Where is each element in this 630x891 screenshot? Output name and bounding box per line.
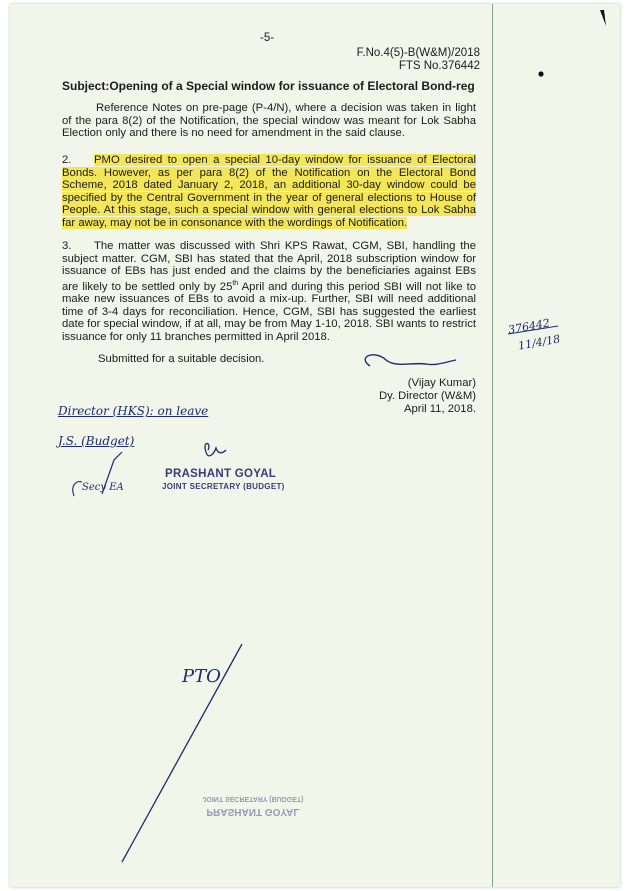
signature-block <box>340 377 476 416</box>
signatory-designation: Dy. Director (W&M) <box>378 390 476 402</box>
subject-line: Subject:Opening of a Special window for issuance of Electoral Bond-reg <box>62 79 475 93</box>
secy-note: Secy EA <box>82 482 124 493</box>
js-note: J.S. (Budget) <box>58 434 135 448</box>
bleed-through-title: JOINT SECRETARY (BUDGET) <box>202 795 304 802</box>
document-page <box>10 4 620 887</box>
pto-note: PTO <box>182 666 221 687</box>
ink-dot <box>538 71 543 76</box>
highlighted-text: PMO desired to open a special 10-day window for issuance of Electoral Bonds. However, as per para 8(2) of the Notification on the Electoral Bond Scheme, 2018 dated January 2, 2018, an additional 30-day window could be specified by the Central Government in the year of general elections to House of People. At this stage, such a special window with general elections to Lok Sabha far away, may not be in consonance with the wordings of Notification. <box>62 154 476 229</box>
fts-number: FTS No.376442 <box>398 60 480 72</box>
file-reference <box>340 47 480 73</box>
paragraph-3-text-b: April and during this period SBI will not like to make new issuances of EBs to avoid a mix-up. Further, SBI will need additional time of 3-4 days for reconciliation. Hence, CGM, SBI has suggested the earliest date for special window, if at all, may be from May 1-10, 2018. SBI wants to restrict issuance for only 11 branches permitted in April 2018. <box>62 280 476 343</box>
paragraph-3 <box>62 240 476 344</box>
margin-number: 376442 <box>507 316 551 337</box>
file-number: F.No.4(5)-B(W&M)/2018 <box>356 47 480 59</box>
signatory-name: (Vijay Kumar) <box>407 377 476 389</box>
director-note: Director (HKS): on leave <box>58 404 209 418</box>
paragraph-1: Reference Notes on pre-page (P-4/N), where a decision was taken in light of the para 8(2) of the Notification, the special window was meant for Lok Sabha Election only and there is no need for amendment in the said clause. <box>62 102 476 140</box>
margin-line <box>492 4 493 887</box>
page-number: -5- <box>260 32 275 44</box>
signature-scribble <box>365 355 456 366</box>
bleed-through-stamp <box>178 792 328 818</box>
bleed-through-name: PRASHANT GOYAL <box>206 806 300 817</box>
signatory-date: April 11, 2018. <box>403 403 476 415</box>
paragraph-2 <box>62 154 476 230</box>
paragraph-3-text-a: The matter was discussed with Shri KPS Rawat, CGM, SBI, handling the subject matter. CGM, SBI has stated that the April, 2018 subscription window for issuance of EBs has just ended and the claims by the beneficiaries against EBs are likely to be settled only by 25 <box>62 240 476 293</box>
stamp-title: JOINT SECRETARY (BUDGET) <box>162 482 285 491</box>
corner-mark <box>600 10 606 26</box>
stamp-name: PRASHANT GOYAL <box>165 468 277 480</box>
paragraph-2-number: 2. <box>62 154 72 166</box>
secy-bracket <box>73 482 82 496</box>
superscript-th: th <box>232 279 239 287</box>
paragraph-3-number: 3. <box>62 240 72 252</box>
closing-line: Submitted for a suitable decision. <box>98 353 265 365</box>
margin-date: 11/4/18 <box>517 332 562 353</box>
initials-mark <box>205 444 226 456</box>
